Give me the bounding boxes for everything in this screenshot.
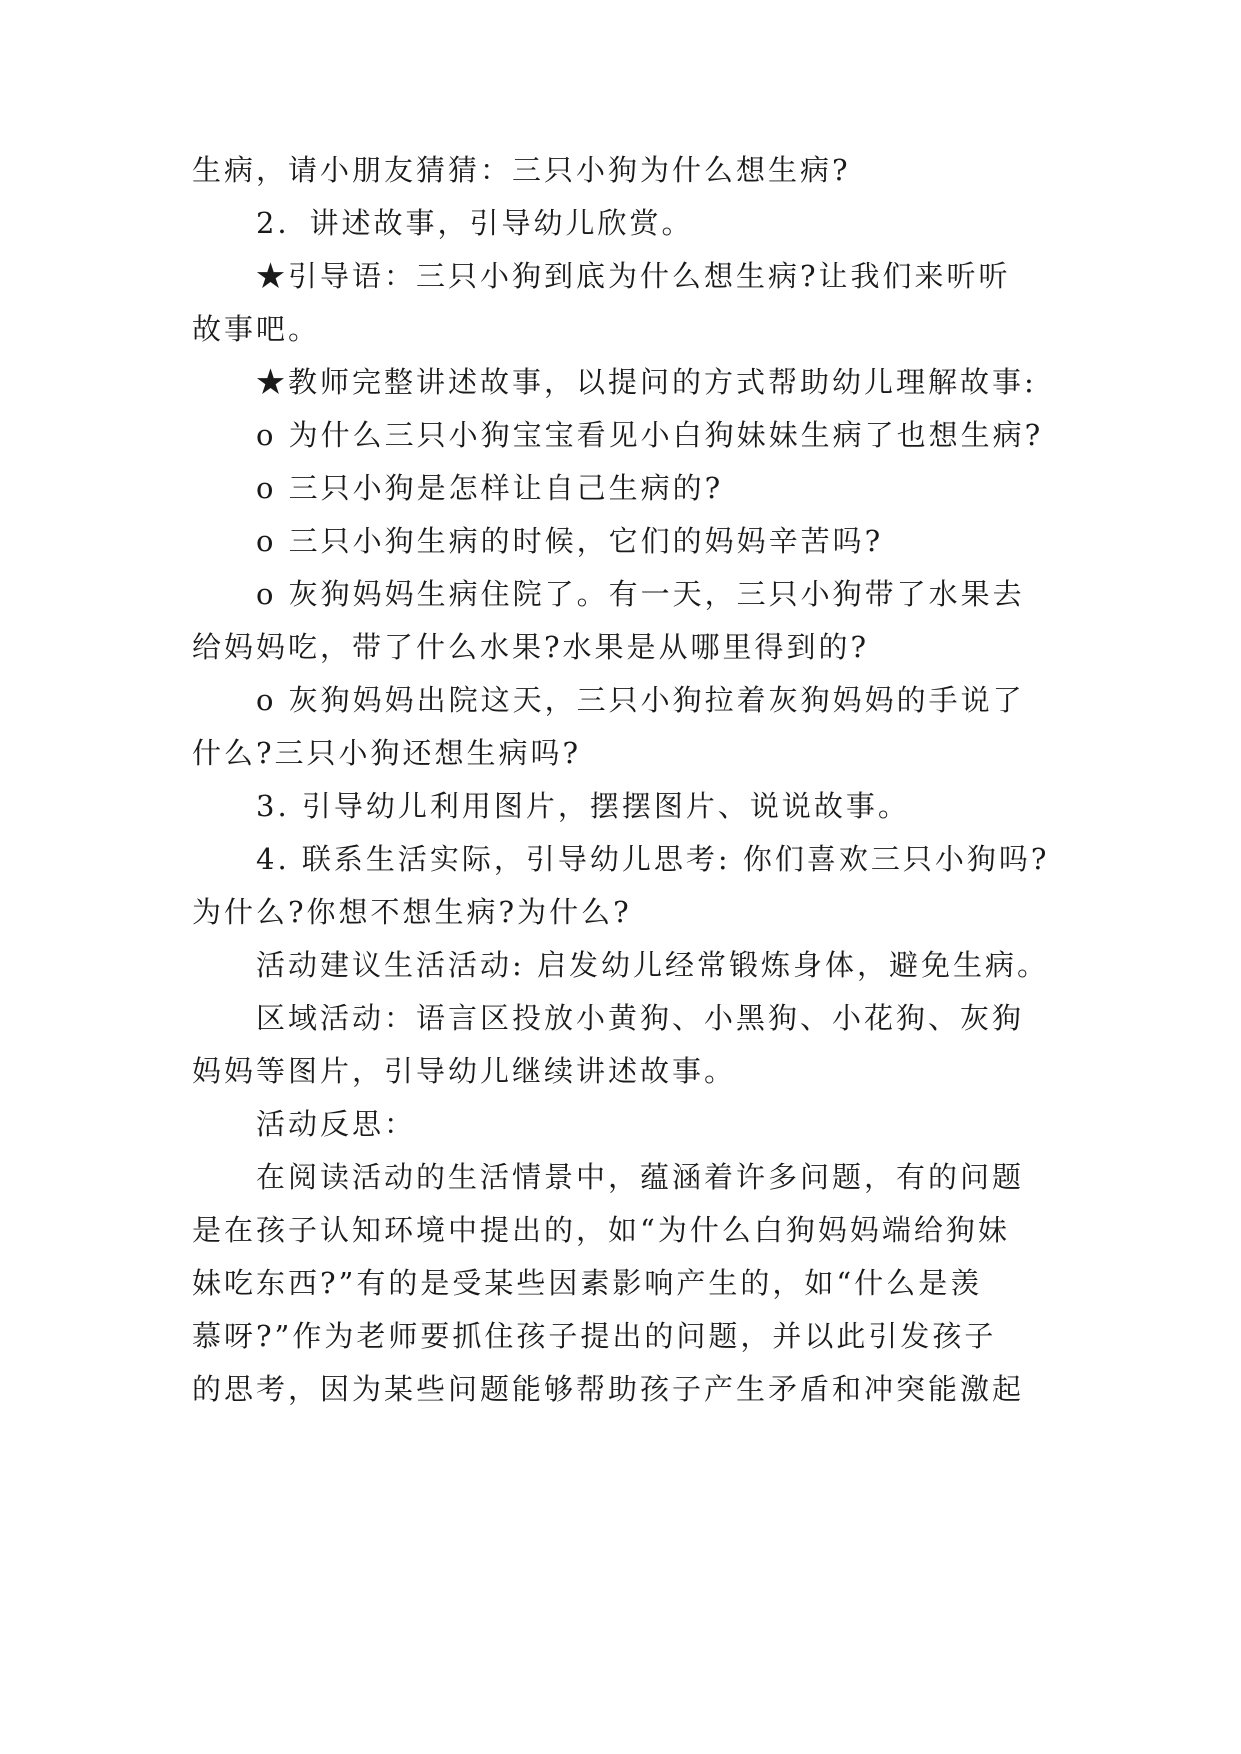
text-line: 慕呀?”作为老师要抓住孩子提出的问题，并以此引发孩子	[192, 1319, 997, 1353]
text-line: o 为什么三只小狗宝宝看见小白狗妹妹生病了也想生病?	[256, 418, 1044, 452]
text-line: o 三只小狗生病的时候，它们的妈妈辛苦吗?	[256, 524, 884, 558]
text-line: 什么?三只小狗还想生病吗?	[192, 736, 582, 770]
text-line: 活动反思：	[256, 1107, 417, 1141]
text-line: 是在孩子认知环境中提出的，如“为什么白狗妈妈端给狗妹	[192, 1213, 1010, 1247]
text-line: ★教师完整讲述故事，以提问的方式帮助幼儿理解故事:	[256, 365, 1037, 399]
text-line: 3. 引导幼儿利用图片，摆摆图片、说说故事。	[256, 789, 910, 823]
text-line: 区域活动：语言区投放小黄狗、小黑狗、小花狗、灰狗	[256, 1001, 1025, 1035]
text-line: 2．讲述故事，引导幼儿欣赏。	[256, 206, 694, 240]
text-line: 生病，请小朋友猜猜：三只小狗为什么想生病?	[192, 153, 851, 187]
text-line: 故事吧。	[192, 312, 321, 346]
text-line: 妈妈等图片，引导幼儿继续讲述故事。	[192, 1054, 737, 1088]
text-line: o 灰狗妈妈出院这天，三只小狗拉着灰狗妈妈的手说了	[256, 683, 1025, 717]
text-line: 在阅读活动的生活情景中，蕴涵着许多问题，有的问题	[256, 1160, 1025, 1194]
text-line: o 三只小狗是怎样让自己生病的?	[256, 471, 724, 505]
text-line: 活动建议生活活动: 启发幼儿经常锻炼身体，避免生病。	[256, 948, 1049, 982]
text-line: 为什么?你想不想生病?为什么?	[192, 895, 632, 929]
text-line: 给妈妈吃，带了什么水果?水果是从哪里得到的?	[192, 630, 870, 664]
text-line: ★引导语：三只小狗到底为什么想生病?让我们来听听	[256, 259, 1011, 293]
text-line: o 灰狗妈妈生病住院了。有一天，三只小狗带了水果去	[256, 577, 1025, 611]
text-line: 4. 联系生活实际，引导幼儿思考: 你们喜欢三只小狗吗?	[256, 842, 1050, 876]
text-line: 妹吃东西?”有的是受某些因素影响产生的，如“什么是羡	[192, 1266, 983, 1300]
text-line: 的思考，因为某些问题能够帮助孩子产生矛盾和冲突能激起	[192, 1372, 1025, 1406]
